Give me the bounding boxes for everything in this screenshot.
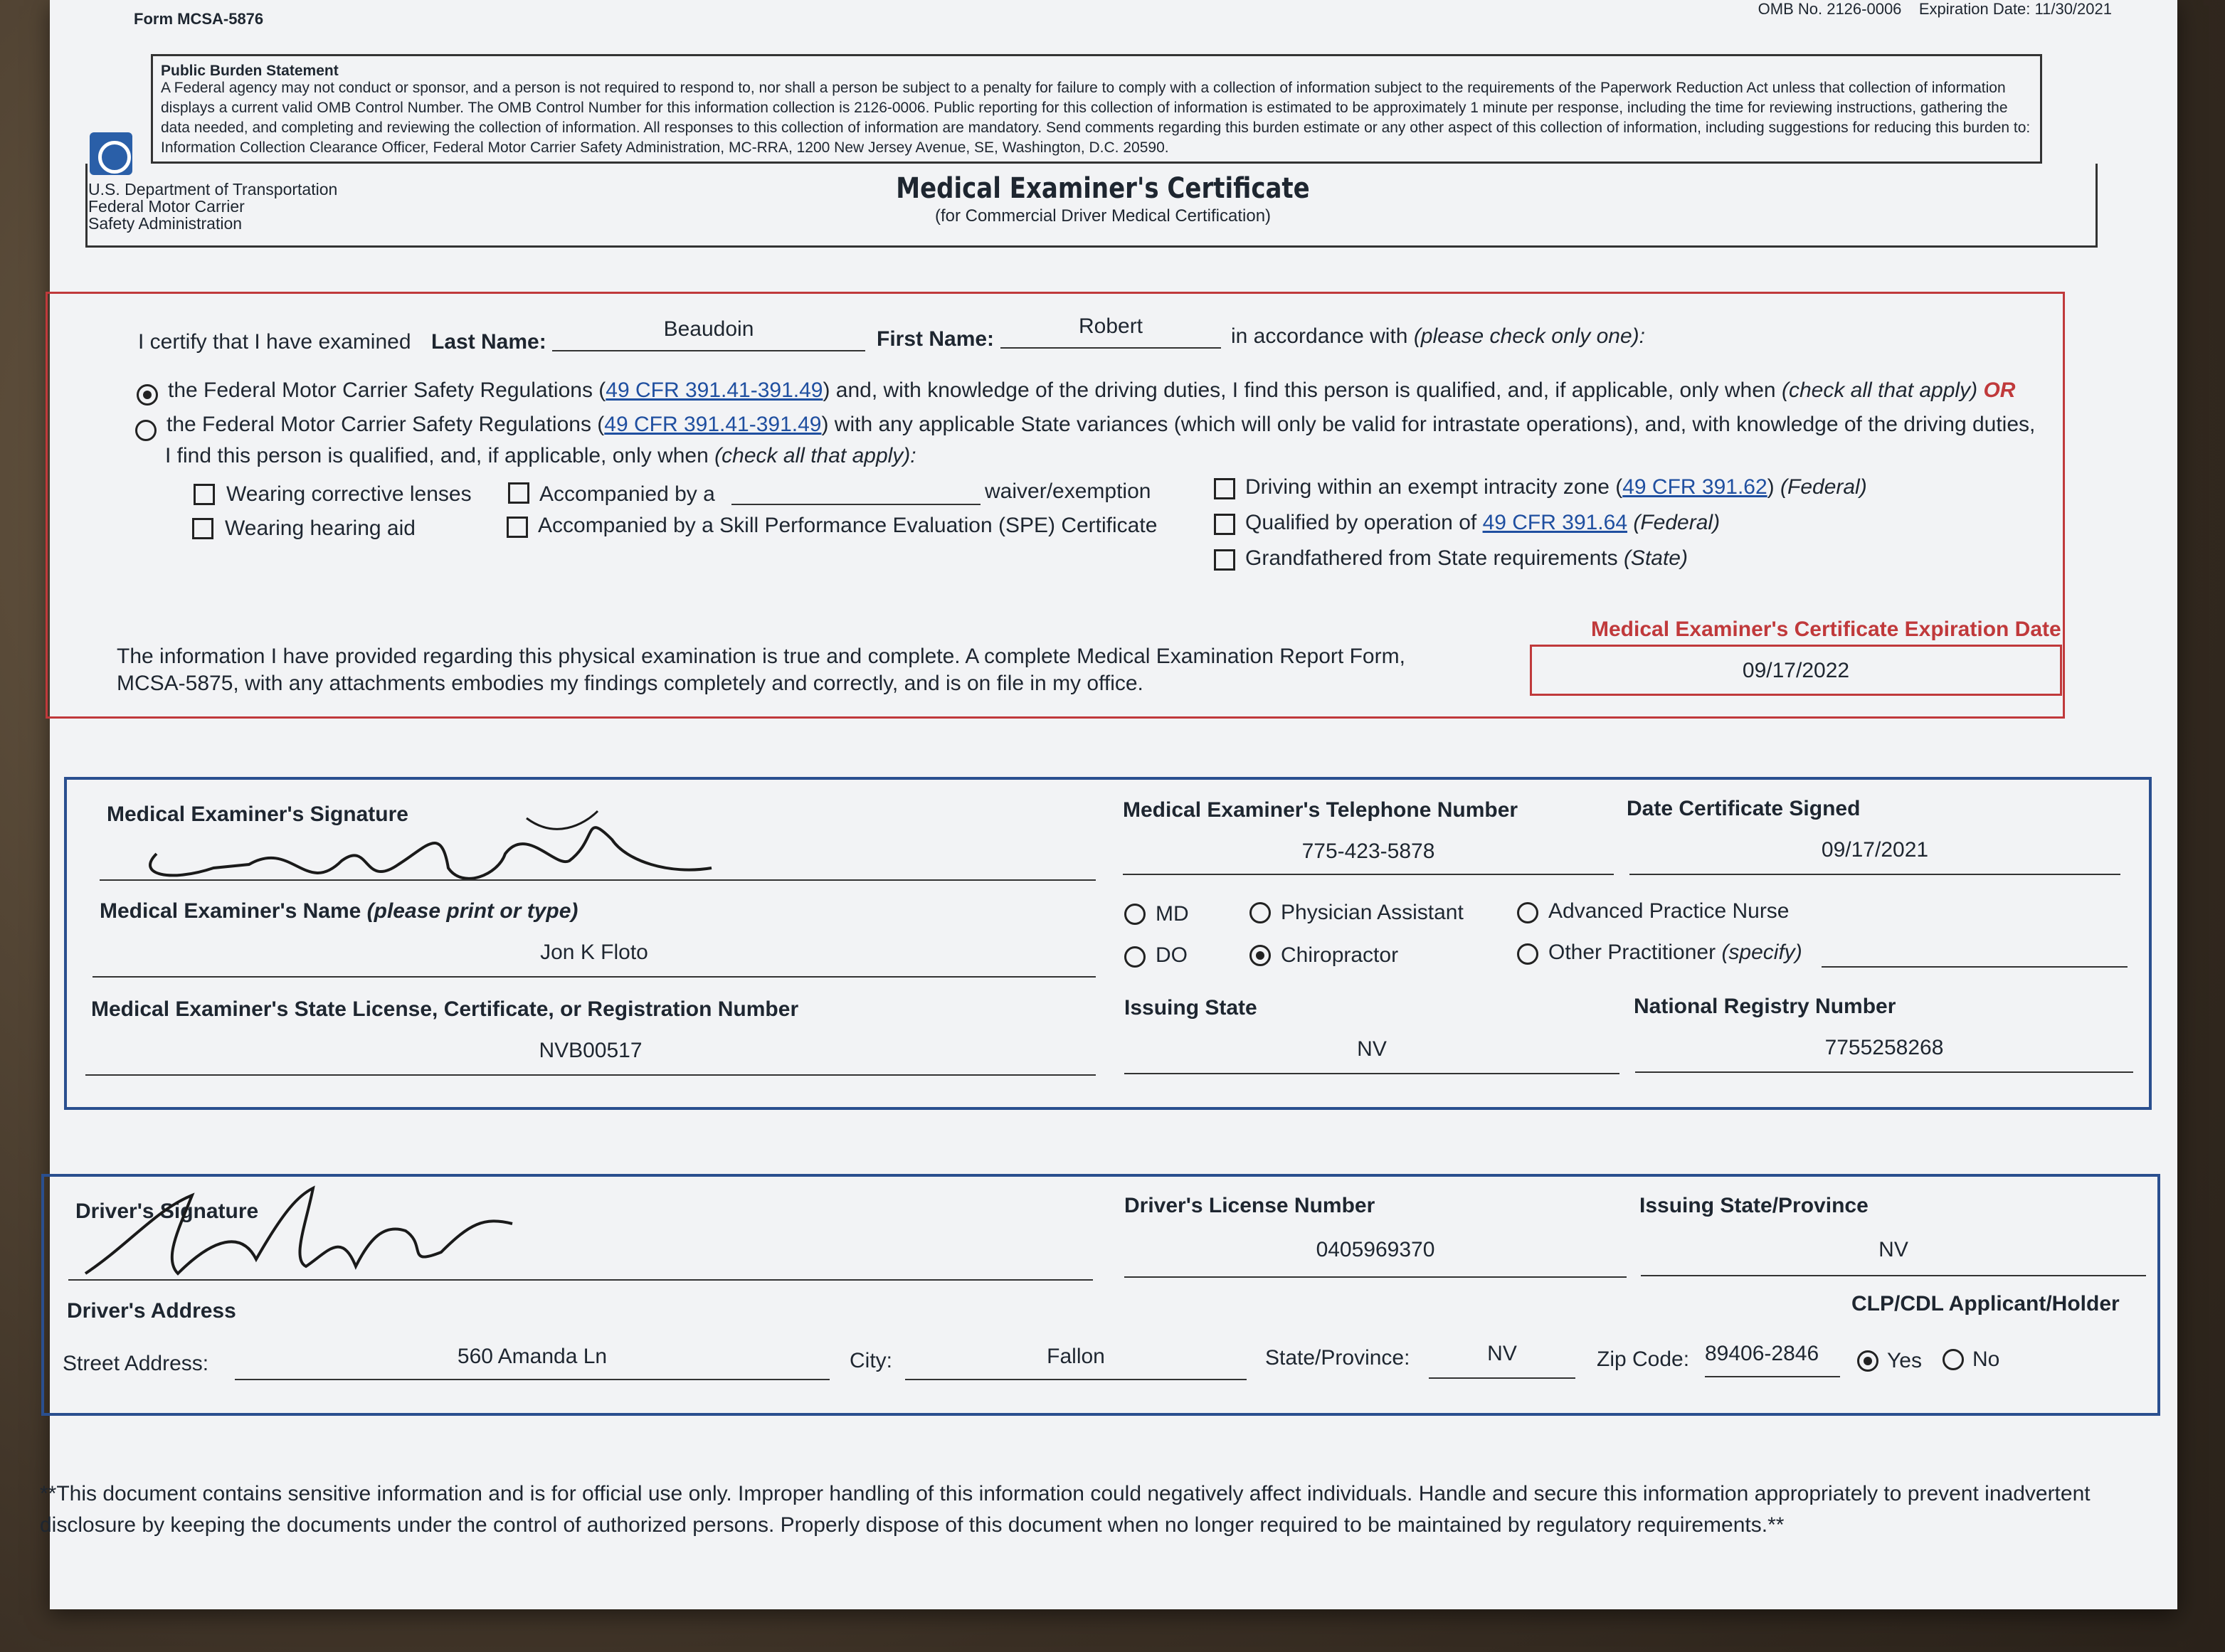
accordance-note: (please check only one): [1413, 324, 1645, 348]
clp-no-label: No [1972, 1347, 2000, 1371]
other-specify-line[interactable] [1822, 966, 2128, 968]
option-state-radio[interactable] [135, 420, 157, 441]
spe-checkbox[interactable] [507, 517, 528, 538]
clp-no-radio[interactable] [1943, 1349, 1964, 1370]
clp-yes-radio[interactable] [1857, 1350, 1878, 1372]
option1-link[interactable]: 49 CFR 391.41-391.49 [606, 378, 823, 402]
first-name-label: First Name: [877, 327, 995, 351]
examiner-name-label [100, 899, 578, 923]
clp-yes-label: Yes [1887, 1349, 1922, 1372]
operation-note: (Federal) [1633, 511, 1721, 534]
intracity-note: (Federal) [1780, 475, 1867, 499]
issuing-state-line [1124, 1073, 1619, 1074]
driver-address-label: Driver's Address [67, 1299, 236, 1323]
md-label: MD [1156, 902, 1189, 926]
clp-label: CLP/CDL Applicant/Holder [1851, 1292, 2120, 1315]
examiner-license-field[interactable]: NVB00517 [539, 1039, 643, 1062]
agency-line-1: U.S. Department of Transportation [88, 180, 338, 198]
accompanied-label: Accompanied by a [539, 482, 715, 506]
other-label-text: Other Practitioner [1548, 941, 1716, 964]
province-field[interactable]: NV [1487, 1342, 1517, 1365]
form-id: Form MCSA-5876 [134, 10, 264, 28]
option-federal-text [168, 378, 2015, 403]
do-radio[interactable] [1124, 946, 1146, 968]
statement-line-2: MCSA-5875, with any attachments embodies my findings completely and correctly, and is on file in my office. [117, 672, 1143, 695]
burden-text: A Federal agency may not conduct or sponsor, and a person is not required to respond to, nor shall a person be subject to a penalty for failure to comply with a collection of information subject to the requirements of the Paperwork Reduction Act unless that collection of information displays a current valid OMB Control Number. The OMB Control Number for this information collection is 2126-0006. Public reporting for this collection of information is estimated to be approximately 1 minute per response, including the time for reviewing instructions, gathering the data needed, and completing and reviewing the collection of information. All responses to this collection of information are mandatory. Send comments regarding this burden estimate or any other aspect of this collection of information, including suggestions for reducing this burden to: Information Collection Clearance Officer, Federal Motor Carrier Safety Administration, MC-RRA, 1200 New Jersey Avenue, SE, Washington, D.C. 20590. [161, 80, 2031, 156]
driver-signature-line[interactable] [68, 1279, 1093, 1281]
zip-label: Zip Code: [1597, 1347, 1690, 1371]
zip-line [1705, 1376, 1840, 1377]
agency-line-3: Safety Administration [88, 214, 243, 233]
waiver-label: waiver/exemption [985, 480, 1151, 503]
certificate-subtitle: (for Commercial Driver Medical Certification) [934, 206, 1272, 226]
omb-info [1758, 0, 2112, 18]
date-signed-label: Date Certificate Signed [1627, 797, 1861, 820]
phone-line [1123, 874, 1614, 875]
option-state-line2 [165, 444, 916, 468]
option2-post: ) with any applicable State variances (which will only be valid for intrastate operations), and, with knowledge of the driving duties, [821, 413, 2036, 436]
hearing-checkbox[interactable] [192, 518, 213, 539]
other-note: (specify) [1721, 941, 1802, 964]
examiner-signature-line[interactable] [100, 879, 1096, 881]
date-signed-field[interactable]: 09/17/2021 [1821, 838, 1929, 862]
chiropractor-radio[interactable] [1249, 945, 1271, 966]
driver-state-line [1641, 1275, 2146, 1276]
accompanied-checkbox[interactable] [508, 482, 529, 504]
last-name-field[interactable]: Beaudoin [663, 317, 754, 341]
intracity-label [1245, 475, 1867, 499]
zip-field[interactable]: 89406-2846 [1705, 1342, 1819, 1365]
driver-license-line [1124, 1276, 1627, 1278]
lenses-checkbox[interactable] [194, 484, 215, 505]
operation-label [1245, 511, 1720, 535]
pa-label: Physician Assistant [1281, 901, 1464, 924]
option1-or: OR [1983, 378, 2016, 402]
expiration-label: Medical Examiner's Certificate Expiration Date [1591, 618, 2061, 641]
accordance-label: in accordance with [1231, 324, 1408, 348]
md-radio[interactable] [1124, 904, 1146, 925]
option1-pre: the Federal Motor Carrier Safety Regulations ( [168, 378, 606, 402]
registry-label: National Registry Number [1634, 995, 1896, 1018]
option2-line2: I find this person is qualified, and, if applicable, only when [165, 444, 709, 467]
expiration-date[interactable]: 09/17/2022 [1742, 659, 1850, 682]
operation-pre: Qualified by operation of [1245, 511, 1477, 534]
examiner-license-line [85, 1074, 1096, 1076]
examiner-name-label-text: Medical Examiner's Name [100, 899, 361, 923]
phone-field[interactable]: 775-423-5878 [1301, 840, 1435, 863]
confidentiality-footnote: **This document contains sensitive information and is for official use only. Improper handling of this information could negatively affect individuals. Handle and secure this information appropriately to prevent inadvertent disclosure by keeping the documents under the control of authorized persons. Properly dispose of this document when no longer required to be maintained by regulatory requirements.** [40, 1482, 2091, 1537]
phone-label: Medical Examiner's Telephone Number [1123, 798, 1518, 822]
examiner-name-line [93, 976, 1096, 978]
option-federal-radio[interactable] [137, 384, 158, 406]
first-name-line [1000, 347, 1221, 349]
other-radio[interactable] [1517, 943, 1538, 965]
pa-radio[interactable] [1249, 902, 1271, 923]
driver-license-field[interactable]: 0405969370 [1316, 1238, 1435, 1261]
examiner-name-note: (please print or type) [366, 899, 578, 923]
omb-number: OMB No. 2126-0006 [1758, 0, 1902, 18]
waiver-line[interactable] [731, 504, 981, 505]
examiner-signature-drawing [128, 797, 740, 889]
province-line [1429, 1377, 1575, 1379]
accordance-text [1231, 324, 1645, 349]
city-label: City: [850, 1349, 892, 1372]
intracity-checkbox[interactable] [1214, 478, 1235, 499]
street-field[interactable]: 560 Amanda Ln [457, 1345, 608, 1368]
city-line [905, 1379, 1247, 1380]
intracity-post: ) [1767, 475, 1775, 499]
examiner-signature-label: Medical Examiner's Signature [107, 803, 408, 826]
driver-signature-label: Driver's Signature [75, 1200, 259, 1223]
spe-label: Accompanied by a Skill Performance Evaluation (SPE) Certificate [538, 514, 1158, 537]
dot-logo-icon [90, 132, 132, 175]
operation-checkbox[interactable] [1214, 514, 1235, 535]
street-line [235, 1379, 830, 1380]
registry-field[interactable]: 7755258268 [1824, 1036, 1944, 1059]
hearing-label: Wearing hearing aid [225, 517, 416, 540]
last-name-line [552, 350, 865, 351]
option2-link[interactable]: 49 CFR 391.41-391.49 [604, 413, 822, 436]
street-label: Street Address: [63, 1352, 209, 1375]
apn-radio[interactable] [1517, 902, 1538, 923]
driver-state-label: Issuing State/Province [1639, 1194, 1869, 1217]
examiner-license-label: Medical Examiner's State License, Certificate, or Registration Number [91, 997, 799, 1021]
intracity-pre: Driving within an exempt intracity zone ( [1245, 475, 1623, 499]
driver-license-label: Driver's License Number [1124, 1194, 1375, 1217]
lenses-label: Wearing corrective lenses [226, 482, 472, 506]
other-label [1548, 941, 1802, 965]
last-name-label: Last Name: [431, 330, 546, 354]
burden-title: Public Burden Statement [161, 63, 339, 79]
agency-name [88, 181, 337, 232]
statement-line-1: The information I have provided regarding this physical examination is true and complete. A complete Medical Examination Report Form, [117, 645, 1405, 668]
issuing-state-label: Issuing State [1124, 996, 1257, 1020]
driver-state-field[interactable]: NV [1878, 1238, 1908, 1261]
registry-line [1635, 1071, 2133, 1073]
option2-note: (check all that apply): [714, 444, 916, 467]
option-state-text [167, 413, 2035, 437]
intracity-link[interactable]: 49 CFR 391.62 [1622, 475, 1767, 499]
grandfathered-checkbox[interactable] [1214, 549, 1235, 571]
omb-expiration: Expiration Date: 11/30/2021 [1918, 0, 2112, 18]
option2-pre: the Federal Motor Carrier Safety Regulations ( [167, 413, 605, 436]
operation-link[interactable]: 49 CFR 391.64 [1482, 511, 1628, 534]
grandfathered-text: Grandfathered from State requirements [1245, 546, 1618, 570]
first-name-field[interactable]: Robert [1078, 314, 1143, 338]
city-field[interactable]: Fallon [1047, 1345, 1105, 1368]
certify-intro: I certify that I have examined [138, 330, 411, 354]
province-label: State/Province: [1265, 1346, 1410, 1370]
do-label: DO [1156, 943, 1188, 967]
agency-line-2: Federal Motor Carrier [88, 197, 245, 216]
grandfathered-note: (State) [1623, 546, 1688, 570]
certificate-title: Medical Examiner's Certificate [896, 172, 1310, 205]
driver-signature-drawing [71, 1181, 541, 1288]
date-signed-line [1629, 874, 2120, 875]
apn-label: Advanced Practice Nurse [1548, 899, 1790, 923]
option1-note: (check all that apply) [1781, 378, 1978, 402]
chiropractor-label: Chiropractor [1281, 943, 1399, 967]
issuing-state-field[interactable]: NV [1357, 1037, 1387, 1061]
option1-post: ) and, with knowledge of the driving duties, I find this person is qualified, and, if applicable, only when [823, 378, 1776, 402]
examiner-name-field[interactable]: Jon K Floto [540, 941, 648, 964]
grandfathered-label [1245, 546, 1688, 571]
